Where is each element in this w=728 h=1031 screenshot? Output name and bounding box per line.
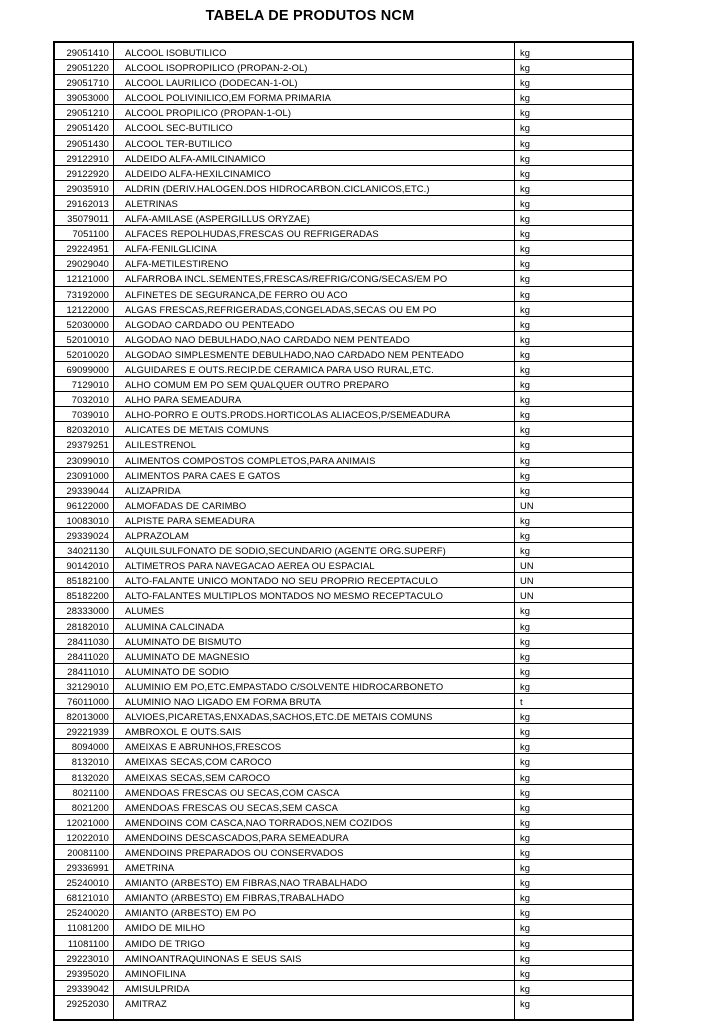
ncm-code-cell: 29051430 xyxy=(66,137,109,149)
unit-cell: kg xyxy=(520,514,531,526)
ncm-code-cell: 7051100 xyxy=(72,228,109,240)
ncm-code-cell: 29379251 xyxy=(66,439,109,451)
unit-cell: kg xyxy=(520,152,531,164)
unit-cell: UN xyxy=(520,499,534,511)
unit-cell: kg xyxy=(520,892,531,904)
unit-cell: kg xyxy=(520,620,531,632)
unit-cell: kg xyxy=(520,816,531,828)
table-row xyxy=(55,634,632,649)
product-description-cell: AMIANTO (ARBESTO) EM PO xyxy=(125,907,257,919)
ncm-code-cell: 29336991 xyxy=(66,862,109,874)
ncm-code-cell: 29252030 xyxy=(66,997,109,1009)
ncm-code-cell: 82032010 xyxy=(66,424,109,436)
table-row xyxy=(55,996,632,1011)
ncm-code-cell: 29035910 xyxy=(66,182,109,194)
table-row xyxy=(55,920,632,935)
table-row xyxy=(55,573,632,588)
table-row xyxy=(55,875,632,890)
ncm-code-cell: 23091000 xyxy=(66,469,109,481)
product-description-cell: AMIDO DE MILHO xyxy=(125,922,206,934)
product-description-cell: AMISULPRIDA xyxy=(125,982,190,994)
table-row xyxy=(55,287,632,302)
unit-cell: kg xyxy=(520,77,531,89)
product-description-cell: ALCOOL PROPILICO (PROPAN-1-OL) xyxy=(125,107,292,119)
unit-cell: kg xyxy=(520,635,531,647)
product-description-cell: ALGODAO SIMPLESMENTE DEBULHADO,NAO CARDADO NEM PENTEADO xyxy=(125,348,464,360)
ncm-code-cell: 7129010 xyxy=(71,379,109,391)
ncm-code-cell: 28182010 xyxy=(66,620,109,632)
table-row xyxy=(55,151,632,166)
ncm-code-cell: 29029040 xyxy=(66,258,109,270)
unit-cell: kg xyxy=(520,62,531,74)
product-description-cell: ALVIOES,PICARETAS,ENXADAS,SACHOS,ETC.DE METAIS COMUNS xyxy=(125,711,433,723)
product-description-cell: ALPISTE PARA SEMEADURA xyxy=(125,514,255,526)
unit-cell: kg xyxy=(520,137,531,149)
table-row xyxy=(55,75,632,90)
product-description-cell: ALTO-FALANTES MULTIPLOS MONTADOS NO MESMO RECEPTACULO xyxy=(125,590,444,602)
table-row xyxy=(55,619,632,634)
table-row xyxy=(55,407,632,422)
product-description-cell: AMETRINA xyxy=(125,862,175,874)
unit-cell: UN xyxy=(520,560,534,572)
table-row xyxy=(55,302,632,317)
product-description-cell: AMIANTO (ARBESTO) EM FIBRAS,NAO TRABALHADO xyxy=(125,877,368,889)
unit-cell: kg xyxy=(520,665,531,677)
product-description-cell: ALILESTRENOL xyxy=(125,439,197,451)
product-description-cell: ALCOOL SEC-BUTILICO xyxy=(125,122,233,134)
unit-cell: kg xyxy=(520,409,531,421)
unit-cell: UN xyxy=(520,575,534,587)
table-row xyxy=(55,679,632,694)
table-row xyxy=(55,664,632,679)
ncm-code-cell: 8132010 xyxy=(71,756,109,768)
table-row xyxy=(55,271,632,286)
table-row xyxy=(55,196,632,211)
product-description-cell: AMENDOAS FRESCAS OU SECAS,COM CASCA xyxy=(125,786,340,798)
product-description-cell: ALUMES xyxy=(125,605,165,617)
unit-cell: kg xyxy=(520,605,531,617)
table-row xyxy=(55,90,632,105)
table-row xyxy=(55,468,632,483)
unit-cell: kg xyxy=(520,997,531,1009)
ncm-code-cell: 28411020 xyxy=(67,650,109,662)
product-description-cell: ALTIMETROS PARA NAVEGACAO AEREA OU ESPACIAL xyxy=(125,560,375,572)
ncm-code-cell: 29339024 xyxy=(66,530,109,541)
unit-cell: kg xyxy=(520,530,531,541)
table-row xyxy=(55,528,632,543)
table-row xyxy=(55,211,632,226)
unit-cell: kg xyxy=(520,424,531,436)
unit-cell: kg xyxy=(520,394,531,406)
product-description-cell: ALCOOL TER-BUTILICO xyxy=(125,137,233,149)
table-row xyxy=(55,241,632,256)
ncm-code-cell: 68121010 xyxy=(66,892,109,904)
ncm-code-cell: 25240010 xyxy=(66,877,109,889)
table-row xyxy=(55,558,632,573)
product-description-cell: AMENDOINS COM CASCA,NAO TORRADOS,NEM COZIDOS xyxy=(125,816,393,828)
ncm-code-cell: 11081200 xyxy=(67,922,109,934)
ncm-code-cell: 29339042 xyxy=(66,982,109,994)
page-title: TABELA DE PRODUTOS NCM xyxy=(205,8,415,24)
product-description-cell: ALUMINATO DE BISMUTO xyxy=(125,635,242,647)
ncm-code-cell: 35079011 xyxy=(67,213,109,225)
product-description-cell: ALCOOL LAURILICO (DODECAN-1-OL) xyxy=(125,77,298,89)
product-description-cell: ALFA-METILESTIRENO xyxy=(125,258,229,270)
product-description-cell: ALDEIDO ALFA-AMILCINAMICO xyxy=(125,152,266,164)
product-description-cell: ALCOOL ISOBUTILICO xyxy=(125,47,227,58)
ncm-code-cell: 76011000 xyxy=(67,696,109,708)
ncm-code-cell: 12121000 xyxy=(66,273,109,285)
product-description-cell: ALGODAO NAO DEBULHADO,NAO CARDADO NEM PENTEADO xyxy=(125,333,410,345)
unit-cell: kg xyxy=(520,801,531,813)
ncm-code-cell: 23099010 xyxy=(66,454,109,466)
table-row xyxy=(55,392,632,407)
ncm-code-cell: 29051220 xyxy=(66,62,109,74)
ncm-code-cell: 8132020 xyxy=(71,771,109,783)
table-row xyxy=(55,890,632,905)
unit-cell: kg xyxy=(520,243,531,255)
unit-cell: kg xyxy=(520,937,531,949)
product-description-cell: ALETRINAS xyxy=(125,197,178,209)
ncm-code-cell: 34021130 xyxy=(67,545,109,557)
unit-cell: kg xyxy=(520,862,531,874)
product-description-cell: ALFINETES DE SEGURANCA,DE FERRO OU ACO xyxy=(125,288,348,300)
product-description-cell: ALDEIDO ALFA-HEXILCINAMICO xyxy=(125,167,271,179)
ncm-code-cell: 10083010 xyxy=(66,514,109,526)
table-row xyxy=(55,754,632,769)
product-description-cell: ALFA-AMILASE (ASPERGILLUS ORYZAE) xyxy=(125,213,310,225)
table-row xyxy=(55,860,632,875)
ncm-code-cell: 52010020 xyxy=(66,348,109,360)
unit-cell: kg xyxy=(520,786,531,798)
unit-cell: kg xyxy=(520,756,531,768)
table-row xyxy=(55,166,632,181)
table-row xyxy=(55,649,632,664)
unit-cell: UN xyxy=(520,590,534,602)
product-description-cell: AMEIXAS SECAS,COM CAROCO xyxy=(125,756,272,768)
product-description-cell: ALPRAZOLAM xyxy=(125,530,190,541)
table-row xyxy=(55,60,632,75)
table-row xyxy=(55,453,632,468)
unit-cell: kg xyxy=(520,288,531,300)
ncm-code-cell: 28411010 xyxy=(67,665,109,677)
table-row xyxy=(55,845,632,860)
table-row xyxy=(55,785,632,800)
ncm-code-cell: 29122920 xyxy=(66,167,109,179)
unit-cell: kg xyxy=(520,363,531,375)
ncm-code-cell: 7032010 xyxy=(71,394,109,406)
unit-cell: kg xyxy=(520,967,531,979)
product-description-cell: AMBROXOL E OUTS.SAIS xyxy=(125,726,242,738)
ncm-code-cell: 8021200 xyxy=(71,801,109,813)
unit-cell: kg xyxy=(520,469,531,481)
unit-cell: kg xyxy=(520,167,531,179)
product-description-cell: ALICATES DE METAIS COMUNS xyxy=(125,424,269,436)
ncm-code-cell: 29051410 xyxy=(66,47,109,58)
product-description-cell: AMENDOAS FRESCAS OU SECAS,SEM CASCA xyxy=(125,801,338,813)
table-row xyxy=(55,830,632,845)
ncm-code-cell: 52010010 xyxy=(66,333,109,345)
ncm-code-cell: 85182200 xyxy=(66,590,109,602)
ncm-code-cell: 90142010 xyxy=(66,560,109,572)
unit-cell: kg xyxy=(520,258,531,270)
product-description-cell: ALGAS FRESCAS,REFRIGERADAS,CONGELADAS,SECAS OU EM PO xyxy=(125,303,437,315)
ncm-code-cell: 52030000 xyxy=(66,318,109,330)
unit-cell: kg xyxy=(520,741,531,753)
product-description-cell: ALCOOL POLIVINILICO,EM FORMA PRIMARIA xyxy=(125,92,331,104)
product-description-cell: ALTO-FALANTE UNICO MONTADO NO SEU PROPRIO RECEPTACULO xyxy=(125,575,438,587)
unit-cell: kg xyxy=(520,877,531,889)
ncm-code-cell: 12021000 xyxy=(66,816,109,828)
ncm-code-cell: 32129010 xyxy=(66,680,109,692)
table-row xyxy=(55,588,632,603)
table-row xyxy=(55,226,632,241)
ncm-code-cell: 69099000 xyxy=(66,363,109,375)
table-row xyxy=(55,422,632,437)
ncm-code-cell: 8021100 xyxy=(72,786,109,798)
ncm-code-cell: 29339044 xyxy=(66,484,109,496)
product-description-cell: ALCOOL ISOPROPILICO (PROPAN-2-OL) xyxy=(125,62,308,74)
product-description-cell: AMENDOINS DESCASCADOS,PARA SEMEADURA xyxy=(125,831,349,843)
unit-cell: kg xyxy=(520,303,531,315)
product-description-cell: AMEIXAS E ABRUNHOS,FRESCOS xyxy=(125,741,282,753)
unit-cell: kg xyxy=(520,122,531,134)
table-row xyxy=(55,136,632,151)
table-row xyxy=(55,498,632,513)
table-row xyxy=(55,362,632,377)
table-row xyxy=(55,513,632,528)
product-description-cell: AMIANTO (ARBESTO) EM FIBRAS,TRABALHADO xyxy=(125,892,345,904)
ncm-code-cell: 12022010 xyxy=(66,831,109,843)
unit-cell: kg xyxy=(520,379,531,391)
unit-cell: kg xyxy=(520,439,531,451)
ncm-code-cell: 28411030 xyxy=(67,635,109,647)
product-description-cell: ALQUILSULFONATO DE SODIO,SECUNDARIO (AGENTE ORG.SUPERF) xyxy=(125,545,446,557)
table-row xyxy=(55,936,632,951)
product-description-cell: ALFARROBA INCL.SEMENTES,FRESCAS/REFRIG/CONG/SECAS/EM PO xyxy=(125,273,448,285)
table-row xyxy=(55,332,632,347)
unit-cell: kg xyxy=(520,922,531,934)
product-description-cell: ALUMINATO DE MAGNESIO xyxy=(125,650,250,662)
ncm-code-cell: 96122000 xyxy=(66,499,109,511)
product-description-cell: ALGUIDARES E OUTS.RECIP.DE CERAMICA PARA USO RURAL,ETC. xyxy=(125,363,434,375)
unit-cell: kg xyxy=(520,831,531,843)
ncm-code-cell: 29051210 xyxy=(66,107,109,119)
product-description-cell: ALHO-PORRO E OUTS.PRODS.HORTICOLAS ALIACEOS,P/SEMEADURA xyxy=(125,409,451,421)
ncm-code-cell: 85182100 xyxy=(66,575,109,587)
product-description-cell: AMIDO DE TRIGO xyxy=(125,937,205,949)
unit-cell: kg xyxy=(520,348,531,360)
ncm-products-table xyxy=(53,41,634,1021)
product-description-cell: ALDRIN (DERIV.HALOGEN.DOS HIDROCARBON.CICLANICOS,ETC.) xyxy=(125,182,430,194)
ncm-code-cell: 29223010 xyxy=(66,952,109,964)
ncm-code-cell: 25240020 xyxy=(66,907,109,919)
ncm-code-cell: 20081100 xyxy=(67,846,109,858)
product-description-cell: AMINOFILINA xyxy=(125,967,187,979)
table-row xyxy=(55,45,632,60)
product-description-cell: ALHO PARA SEMEADURA xyxy=(125,394,242,406)
unit-cell: kg xyxy=(520,197,531,209)
unit-cell: kg xyxy=(520,92,531,104)
unit-cell: kg xyxy=(520,771,531,783)
ncm-code-cell: 39053000 xyxy=(66,92,109,104)
table-row xyxy=(55,347,632,362)
ncm-code-cell: 7039010 xyxy=(71,409,109,421)
unit-cell: kg xyxy=(520,726,531,738)
table-row xyxy=(55,966,632,981)
unit-cell: kg xyxy=(520,680,531,692)
table-row xyxy=(55,181,632,196)
unit-cell: kg xyxy=(520,333,531,345)
ncm-code-cell: 29162013 xyxy=(66,197,109,209)
table-row xyxy=(55,120,632,135)
unit-cell: kg xyxy=(520,952,531,964)
product-description-cell: ALFA-FENILGLICINA xyxy=(125,243,217,255)
unit-cell: kg xyxy=(520,846,531,858)
unit-cell: kg xyxy=(520,650,531,662)
unit-cell: kg xyxy=(520,228,531,240)
ncm-code-cell: 8094000 xyxy=(71,741,109,753)
unit-cell: kg xyxy=(520,711,531,723)
table-body xyxy=(55,45,632,1011)
table-row xyxy=(55,800,632,815)
ncm-code-cell: 28333000 xyxy=(66,605,109,617)
table-row xyxy=(55,543,632,558)
ncm-code-cell: 29122910 xyxy=(66,152,109,164)
unit-cell: kg xyxy=(520,484,531,496)
product-description-cell: ALMOFADAS DE CARIMBO xyxy=(125,499,247,511)
unit-cell: kg xyxy=(520,454,531,466)
table-row xyxy=(55,951,632,966)
product-description-cell: ALHO COMUM EM PO SEM QUALQUER OUTRO PREPARO xyxy=(125,379,390,391)
product-description-cell: ALIMENTOS PARA CAES E GATOS xyxy=(125,469,281,481)
table-row xyxy=(55,483,632,498)
ncm-code-cell: 11081100 xyxy=(67,937,109,949)
table-row xyxy=(55,256,632,271)
table-row xyxy=(55,739,632,754)
table-row xyxy=(55,724,632,739)
product-description-cell: ALIZAPRIDA xyxy=(125,484,181,496)
unit-cell: kg xyxy=(520,273,531,285)
unit-cell: kg xyxy=(520,107,531,119)
product-description-cell: AMITRAZ xyxy=(125,997,167,1009)
table-row xyxy=(55,981,632,996)
product-description-cell: ALGODAO CARDADO OU PENTEADO xyxy=(125,318,295,330)
ncm-code-cell: 73192000 xyxy=(66,288,109,300)
table-row xyxy=(55,437,632,452)
product-description-cell: ALIMENTOS COMPOSTOS COMPLETOS,PARA ANIMAIS xyxy=(125,454,376,466)
table-row xyxy=(55,694,632,709)
product-description-cell: ALUMINATO DE SODIO xyxy=(125,665,230,677)
ncm-code-cell: 29051710 xyxy=(66,77,109,89)
product-description-cell: ALUMINIO NAO LIGADO EM FORMA BRUTA xyxy=(125,696,321,708)
product-description-cell: ALFACES REPOLHUDAS,FRESCAS OU REFRIGERADAS xyxy=(125,228,379,240)
ncm-code-cell: 29051420 xyxy=(66,122,109,134)
ncm-code-cell: 29224951 xyxy=(66,243,109,255)
table-row xyxy=(55,709,632,724)
unit-cell: kg xyxy=(520,982,531,994)
unit-cell: t xyxy=(520,696,523,708)
unit-cell: kg xyxy=(520,182,531,194)
unit-cell: kg xyxy=(520,47,531,58)
product-description-cell: ALUMINIO EM PO,ETC.EMPASTADO C/SOLVENTE HIDROCARBONETO xyxy=(125,680,444,692)
table-row xyxy=(55,770,632,785)
unit-cell: kg xyxy=(520,545,531,557)
ncm-code-cell: 82013000 xyxy=(66,711,109,723)
table-row xyxy=(55,317,632,332)
table-row xyxy=(55,905,632,920)
product-description-cell: AMINOANTRAQUINONAS E SEUS SAIS xyxy=(125,952,302,964)
table-row xyxy=(55,105,632,120)
table-row xyxy=(55,815,632,830)
product-description-cell: ALUMINA CALCINADA xyxy=(125,620,225,632)
unit-cell: kg xyxy=(520,907,531,919)
ncm-code-cell: 12122000 xyxy=(66,303,109,315)
table-row xyxy=(55,377,632,392)
product-description-cell: AMEIXAS SECAS,SEM CAROCO xyxy=(125,771,271,783)
unit-cell: kg xyxy=(520,318,531,330)
ncm-code-cell: 29221939 xyxy=(66,726,109,738)
table-row xyxy=(55,603,632,618)
unit-cell: kg xyxy=(520,213,531,225)
product-description-cell: AMENDOINS PREPARADOS OU CONSERVADOS xyxy=(125,846,344,858)
ncm-code-cell: 29395020 xyxy=(66,967,109,979)
